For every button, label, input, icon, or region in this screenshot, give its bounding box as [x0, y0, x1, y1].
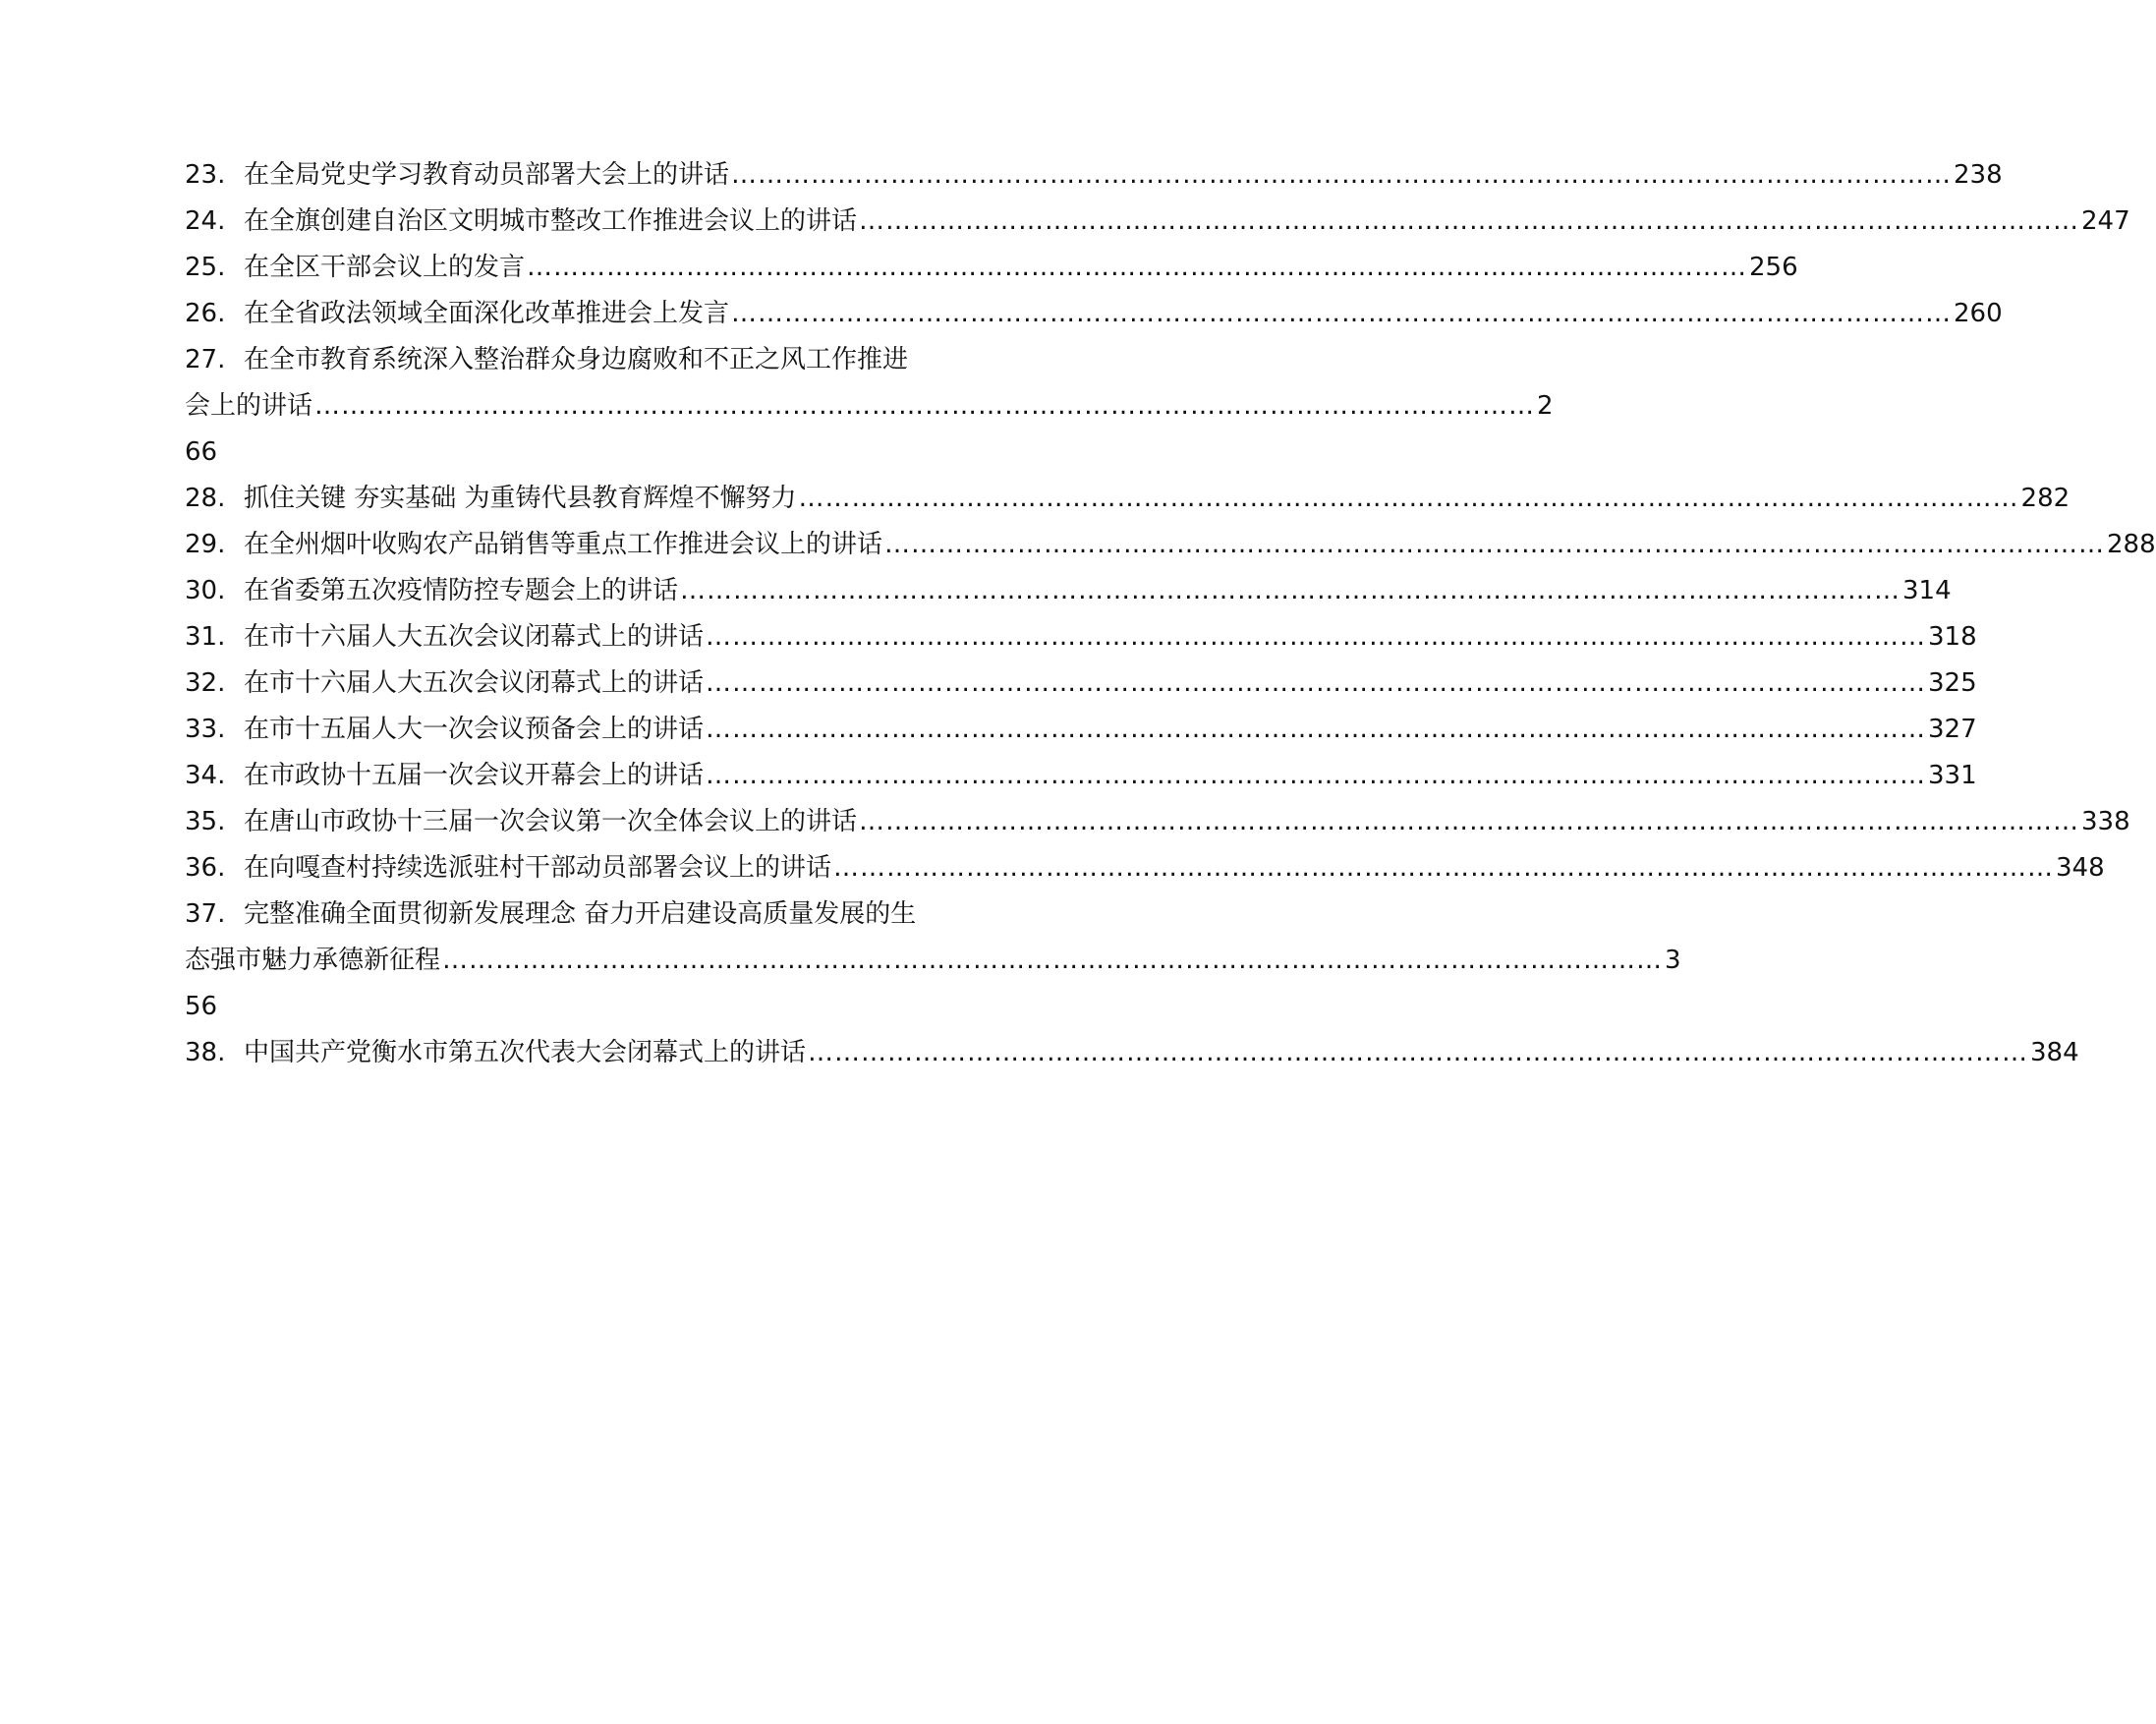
- entry-page-number: 282: [2020, 484, 2071, 513]
- dot-leader: …………………………………………………………………………………………………………………………: [859, 206, 2080, 236]
- dot-leader: …………………………………………………………………………………………………………………………: [731, 160, 1953, 190]
- dot-leader: …………………………………………………………………………………………………………………………: [442, 946, 1664, 975]
- entry-page-number: 256: [1749, 253, 1798, 282]
- dot-leader: …………………………………………………………………………………………………………………………: [527, 253, 1748, 282]
- entry-title-line2: 会上的讲话: [185, 391, 313, 421]
- toc-entry-31[interactable]: [185, 614, 1977, 661]
- table-of-contents: [185, 152, 2156, 1076]
- dot-leader: …………………………………………………………………………………………………………………………: [833, 853, 2055, 883]
- entry-title: 在全局党史学习教育动员部署大会上的讲话: [244, 160, 730, 190]
- entry-number: 30.: [185, 576, 226, 605]
- dot-leader: …………………………………………………………………………………………………………………………: [884, 530, 2106, 559]
- entry-title: 在省委第五次疫情防控专题会上的讲话: [244, 576, 679, 605]
- toc-entry-23[interactable]: [185, 152, 2003, 199]
- entry-first-line: [185, 337, 1046, 383]
- toc-entry-33[interactable]: [185, 707, 1977, 753]
- entry-number: 24.: [185, 206, 226, 236]
- entry-title: 在市十六届人大五次会议闭幕式上的讲话: [244, 622, 705, 652]
- entry-page-number: 318: [1928, 622, 1977, 652]
- entry-page-number: 384: [2030, 1038, 2079, 1067]
- dot-leader: …………………………………………………………………………………………………………………………: [706, 715, 1927, 744]
- toc-entry-27[interactable]: [185, 337, 1554, 476]
- dot-leader: …………………………………………………………………………………………………………………………: [859, 807, 2080, 836]
- entry-page-number-part2: 66: [185, 437, 218, 467]
- toc-entry-36[interactable]: [185, 845, 2105, 891]
- toc-entry-30[interactable]: [185, 568, 1952, 614]
- entry-number: 33.: [185, 715, 226, 744]
- entry-second-line: [185, 938, 1681, 984]
- entry-title: 在市十六届人大五次会议闭幕式上的讲话: [244, 668, 705, 698]
- toc-entry-34[interactable]: [185, 753, 1977, 799]
- toc-entry-37[interactable]: [185, 891, 1681, 1030]
- entry-title: 在市政协十五届一次会议开幕会上的讲话: [244, 761, 705, 790]
- dot-leader: …………………………………………………………………………………………………………………………: [731, 299, 1953, 328]
- dot-leader: …………………………………………………………………………………………………………………………: [706, 761, 1927, 790]
- entry-title-line1: 在全市教育系统深入整治群众身边腐败和不正之风工作推进: [244, 345, 909, 374]
- entry-title-line1: 完整准确全面贯彻新发展理念 奋力开启建设高质量发展的生: [244, 899, 917, 929]
- entry-page-number-part1: 3: [1665, 946, 1681, 975]
- entry-page-number: 238: [1954, 160, 2003, 190]
- toc-entry-28[interactable]: [185, 476, 2071, 522]
- entry-number: 36.: [185, 853, 226, 883]
- entry-page-number: 325: [1928, 668, 1977, 698]
- entry-title: 在唐山市政协十三届一次会议第一次全体会议上的讲话: [244, 807, 858, 836]
- dot-leader: …………………………………………………………………………………………………………………………: [706, 622, 1927, 652]
- entry-page-number: 338: [2081, 807, 2130, 836]
- entry-number: 28.: [185, 484, 226, 513]
- toc-entry-32[interactable]: [185, 661, 1977, 707]
- entry-second-line: [185, 383, 1554, 430]
- entry-number: 34.: [185, 761, 226, 790]
- entry-number: 31.: [185, 622, 226, 652]
- entry-page-number: 314: [1902, 576, 1952, 605]
- entry-title: 抓住关键 夯实基础 为重铸代县教育辉煌不懈努力: [244, 484, 797, 513]
- dot-leader: …………………………………………………………………………………………………………………………: [808, 1038, 2029, 1067]
- toc-entry-24[interactable]: [185, 199, 2130, 245]
- entry-number: 35.: [185, 807, 226, 836]
- dot-leader: …………………………………………………………………………………………………………………………: [680, 576, 1901, 605]
- entry-page-number-part1: 2: [1537, 391, 1554, 421]
- entry-title: 在全区干部会议上的发言: [244, 253, 526, 282]
- toc-entry-38[interactable]: [185, 1030, 2079, 1076]
- entry-title: 中国共产党衡水市第五次代表大会闭幕式上的讲话: [244, 1038, 807, 1067]
- entry-page-number: 331: [1928, 761, 1977, 790]
- entry-number: 26.: [185, 299, 226, 328]
- dot-leader: …………………………………………………………………………………………………………………………: [314, 391, 1536, 421]
- entry-page-number: 327: [1928, 715, 1977, 744]
- entry-title-line2: 态强市魅力承德新征程: [185, 946, 441, 975]
- entry-number: 25.: [185, 253, 226, 282]
- entry-first-line: [185, 891, 1046, 938]
- entry-title: 在向嘎查村持续选派驻村干部动员部署会议上的讲话: [244, 853, 832, 883]
- dot-leader: …………………………………………………………………………………………………………………………: [798, 484, 2019, 513]
- entry-number: 38.: [185, 1038, 226, 1067]
- entry-page-number: 348: [2056, 853, 2105, 883]
- entry-page-number: 247: [2081, 206, 2130, 236]
- toc-entry-26[interactable]: [185, 291, 2003, 337]
- entry-title: 在市十五届人大一次会议预备会上的讲话: [244, 715, 705, 744]
- entry-number: 29.: [185, 530, 226, 559]
- entry-number: 27.: [185, 345, 226, 374]
- toc-entry-35[interactable]: [185, 799, 2130, 845]
- entry-page-number: 288: [2107, 530, 2156, 559]
- entry-title: 在全省政法领域全面深化改革推进会上发言: [244, 299, 730, 328]
- toc-entry-25[interactable]: [185, 245, 1798, 291]
- entry-title: 在全州烟叶收购农产品销售等重点工作推进会议上的讲话: [244, 530, 883, 559]
- toc-entry-29[interactable]: [185, 522, 2156, 568]
- entry-number: 37.: [185, 899, 226, 929]
- dot-leader: …………………………………………………………………………………………………………………………: [706, 668, 1927, 698]
- entry-number: 32.: [185, 668, 226, 698]
- entry-page-number: 260: [1954, 299, 2003, 328]
- entry-title: 在全旗创建自治区文明城市整改工作推进会议上的讲话: [244, 206, 858, 236]
- entry-number: 23.: [185, 160, 226, 190]
- entry-page-number-part2: 56: [185, 992, 218, 1021]
